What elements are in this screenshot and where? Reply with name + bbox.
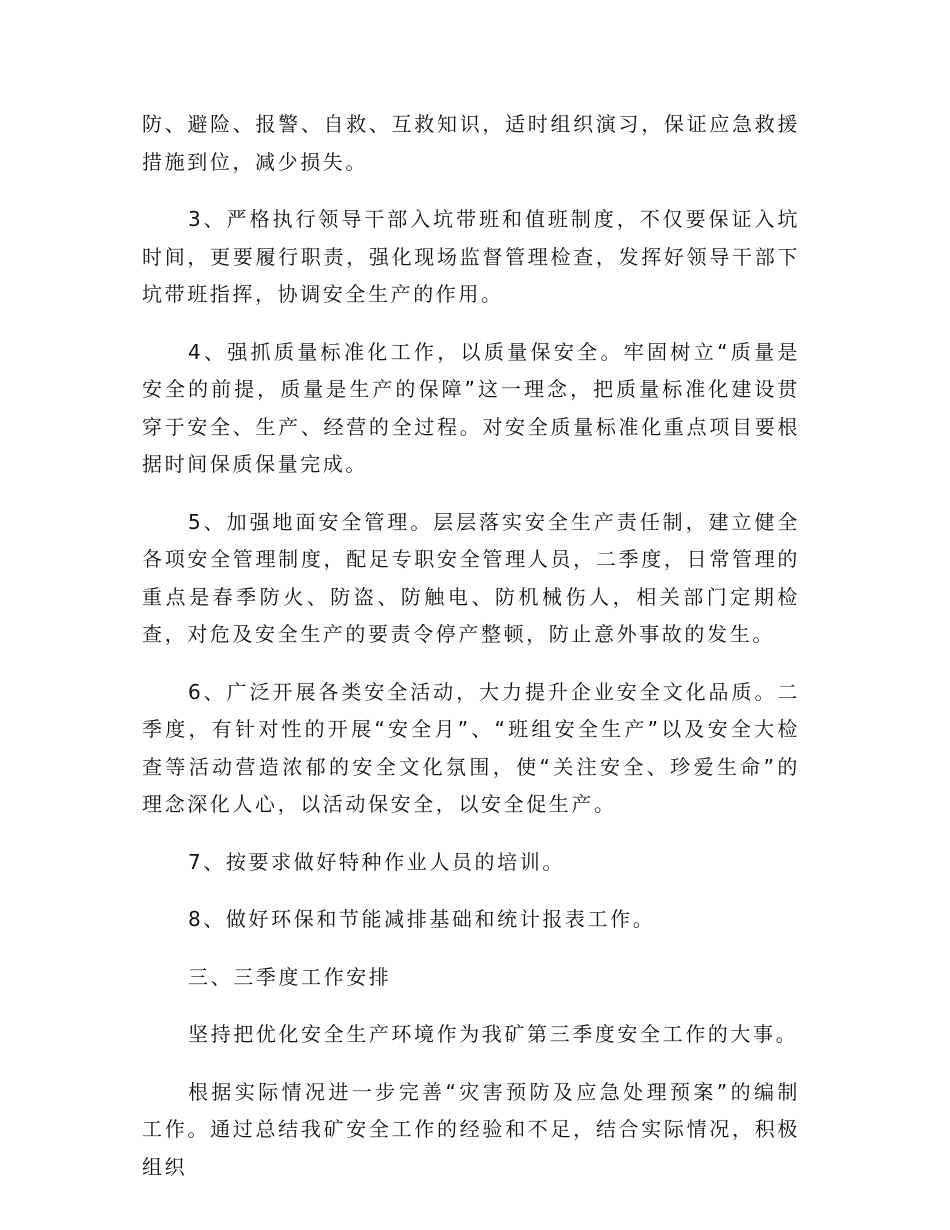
paragraph-item-7: 7、按要求做好特种作业人员的培训。 bbox=[188, 849, 565, 874]
paragraph-continuation: 防、避险、报警、自救、互救知识，适时组织演习，保证应急救援措施到位，减少损失。 bbox=[142, 112, 800, 174]
paragraph-item-4: 4、强抓质量标准化工作，以质量保安全。牢固树立“质量是安全的前提，质量是生产的保障”这一理念，把质量标准化建设贯穿于安全、生产、经营的全过程。对安全质量标准化重点项目要根据时间保质保量完成。 bbox=[142, 339, 800, 476]
paragraph-item-6: 6、广泛开展各类安全活动，大力提升企业安全文化品质。二季度，有针对性的开展“安全月”、“班组安全生产”以及安全大检查等活动营造浓郁的安全文化氛围，使“关注安全、珍爱生命”的理念深化人心，以活动保安全，以安全促生产。 bbox=[142, 679, 800, 816]
paragraph-item-3: 3、严格执行领导干部入坑带班和值班制度，不仅要保证入坑时间，更要履行职责，强化现场监督管理检查，发挥好领导干部下坑带班指挥，协调安全生产的作用。 bbox=[142, 207, 800, 306]
paragraph-item-5: 5、加强地面安全管理。层层落实安全生产责任制，建立健全各项安全管理制度，配足专职安全管理人员，二季度，日常管理的重点是春季防火、防盗、防触电、防机械伤人，相关部门定期检查，对危及安全生产的要责令停产整顿，防止意外事故的发生。 bbox=[142, 509, 800, 646]
paragraph-item-8: 8、做好环保和节能减排基础和统计报表工作。 bbox=[188, 907, 656, 931]
paragraph-q3-intro: 坚持把优化安全生产环境作为我矿第三季度安全工作的大事。 bbox=[188, 1022, 799, 1046]
paragraph-q3-plan: 根据实际情况进一步完善“灾害预防及应急处理预案”的编制工作。通过总结我矿安全工作的经验和不足，结合实际情况，积极组织 bbox=[142, 1079, 800, 1179]
section-heading-q3: 三、三季度工作安排 bbox=[188, 964, 392, 989]
